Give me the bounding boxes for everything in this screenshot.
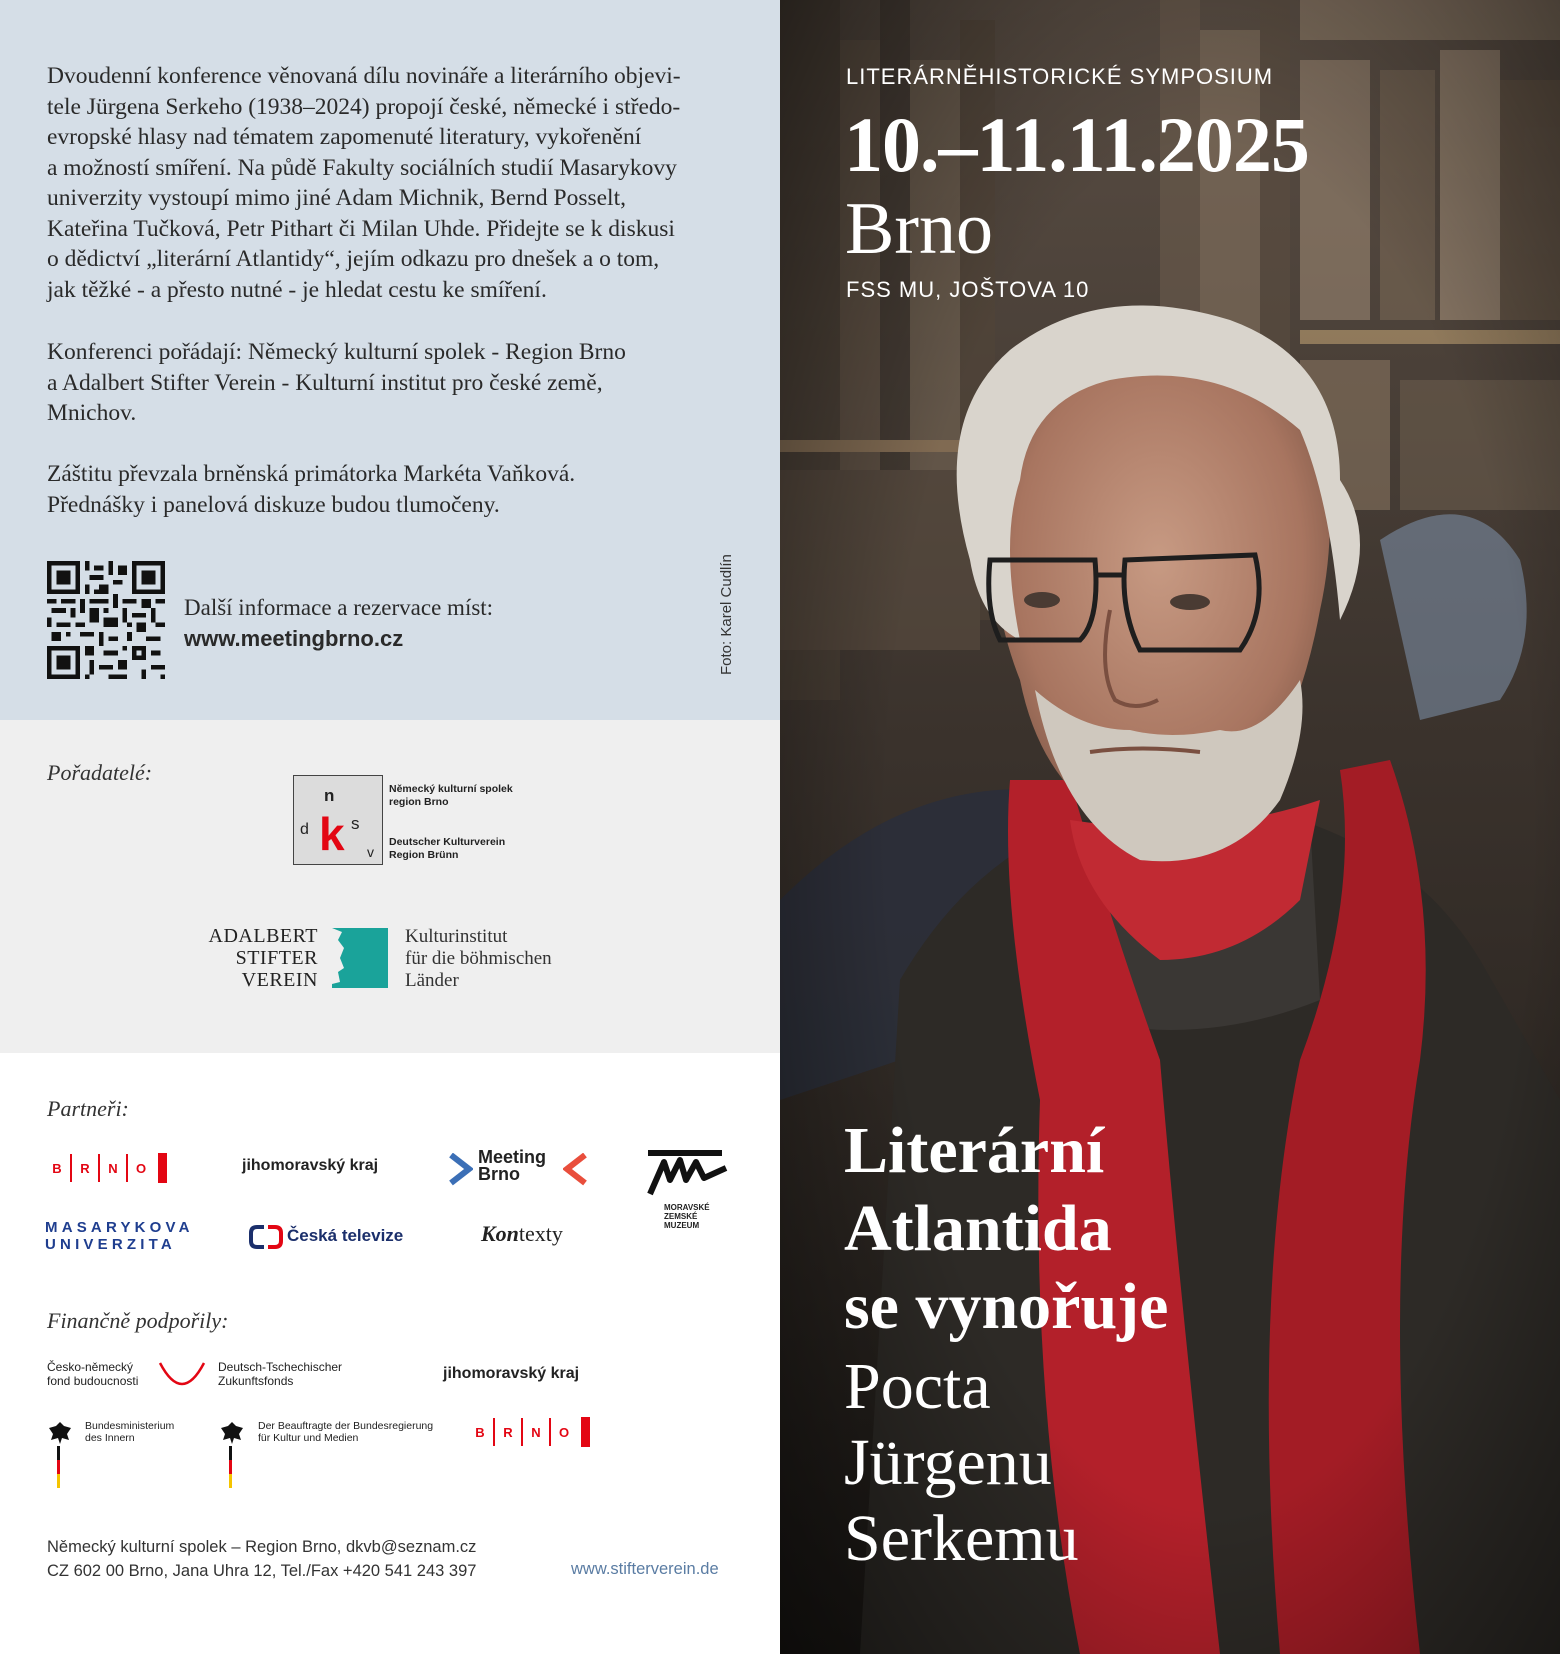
logo-letter: N [531, 1424, 541, 1440]
text-line: jak těžké - a přesto nutné - je hledat cestu ke smíření. [47, 276, 547, 303]
text-line: Německý kulturní spolek [389, 783, 513, 795]
text-line: Kateřina Tučková, Petr Pithart či Milan Uhde. Přidejte se k diskusi [47, 215, 675, 242]
title-line: Jürgenu [844, 1426, 1052, 1499]
intro-section [0, 0, 780, 720]
meeting-brno-chevron-left-icon [563, 1153, 587, 1187]
text-line: Deutscher Kulturverein [389, 836, 506, 848]
text-line: Länder [405, 970, 459, 991]
meeting-brno-chevron-icon [449, 1153, 473, 1187]
logo-letter: B [475, 1424, 485, 1440]
title-line: Serkemu [844, 1502, 1079, 1575]
logo-letter: B [52, 1160, 62, 1176]
logo-letter: O [135, 1160, 147, 1176]
text-line: ZEMSKÉ [664, 1212, 698, 1221]
text-line: VEREIN [241, 969, 318, 991]
text-line: Německý kulturní spolek – Region Brno, dkvb@seznam.cz [47, 1538, 477, 1556]
text-line: o dědictví „literární Atlantidy“, jejím odkazu pro dnešek a o tom, [47, 246, 660, 272]
asv-institute [405, 926, 552, 992]
text-line: fond budoucnosti [47, 1374, 139, 1388]
text-line: Bundesministerium [85, 1420, 175, 1432]
asv-name [170, 925, 318, 991]
text-line: für Kultur und Medien [258, 1432, 359, 1444]
logo-letter: R [503, 1424, 513, 1440]
text-line: Konferenci pořádají: Německý kulturní spolek - Region Brno [47, 339, 626, 365]
kontexty-logo [481, 1221, 563, 1247]
stifterverein-link[interactable]: www.stifterverein.de [571, 1560, 719, 1578]
title-line: Atlantida [844, 1192, 1112, 1265]
logo-letter: n [324, 786, 335, 805]
event-venue: FSS MU, JOŠTOVA 10 [846, 277, 1090, 302]
organizers-label: Pořadatelé: [47, 760, 153, 785]
text-line: MORAVSKÉ [664, 1203, 710, 1212]
text-line: für die böhmischen [405, 948, 552, 969]
federal-eagle-icon [47, 1420, 73, 1490]
event-city: Brno [845, 188, 993, 270]
text-line: STIFTER [235, 947, 318, 969]
logo-letter: N [108, 1160, 118, 1176]
event-date: 10.–11.11.2025 [844, 101, 1309, 188]
cover-panel [780, 0, 1560, 1654]
jmk-funder-logo: jihomoravský kraj [443, 1365, 580, 1382]
text-line: Přednášky i panelová diskuze budou tlumočeny. [47, 491, 500, 518]
patronage-paragraph [47, 459, 737, 520]
text-line: Zukunftsfonds [218, 1374, 294, 1388]
organizers-section [0, 720, 780, 1053]
event-title [844, 1112, 1168, 1346]
event-type: LITERÁRNĚHISTORICKÉ SYMPOSIUM [846, 64, 1274, 89]
meeting-brno-logo [478, 1149, 546, 1183]
dksv-logo [293, 775, 383, 865]
brno-funder-logo [467, 1417, 590, 1447]
text-line: Der Beauftragte der Bundesregierung [258, 1420, 434, 1432]
text-line: Dvoudenní konference věnovaná dílu novináře a literárního objevi- [47, 63, 681, 89]
contact-footer [47, 1535, 476, 1583]
text-line: UNIVERZITA [45, 1236, 176, 1253]
text-line: Brno [478, 1164, 520, 1184]
logo-letter: v [367, 844, 374, 860]
intro-paragraph [47, 61, 737, 305]
text-line: a možností smíření. Na půdě Fakulty sociálních studií Masarykovy [47, 154, 677, 181]
logo-letter: R [80, 1160, 90, 1176]
info-label: Další informace a rezervace míst: [184, 595, 494, 620]
dksv-cz-name [389, 783, 513, 809]
website-link[interactable]: www.meetingbrno.cz [184, 626, 404, 651]
fund-de-name [218, 1360, 342, 1388]
federal-eagle-icon [219, 1420, 245, 1490]
funders-label: Finančně podpořily: [47, 1308, 229, 1333]
text-line: des Innern [85, 1432, 135, 1444]
mzm-logo-icon [644, 1150, 732, 1200]
fund-cz-name [47, 1360, 138, 1388]
text-line: Kulturinstitut [405, 926, 508, 947]
mzm-logo-text [664, 1203, 710, 1230]
photo-credit: Foto: Karel Cudlín [718, 554, 735, 675]
event-dedication [844, 1349, 1079, 1577]
qr-code-icon[interactable] [47, 561, 165, 679]
text-line: MUZEUM [664, 1221, 700, 1230]
ct-logo-text: Česká televize [287, 1226, 404, 1245]
partners-label: Partneři: [47, 1096, 129, 1121]
text-line: region Brno [389, 796, 449, 808]
text-line: ADALBERT [208, 925, 318, 947]
logo-letter: d [300, 821, 309, 838]
ct-logo-icon [249, 1225, 283, 1249]
logo-part: texty [518, 1221, 563, 1246]
text-line: evropské hlasy nad tématem zapomenuté literatury, vykořenění [47, 124, 642, 150]
fund-logo-icon [156, 1361, 208, 1389]
text-line: CZ 602 00 Brno, Jana Uhra 12, Tel./Fax +420 541 243 397 [47, 1562, 477, 1580]
title-line: Pocta [844, 1350, 991, 1423]
brno-logo [44, 1153, 167, 1183]
text-line: Česko-německý [47, 1360, 134, 1374]
logo-letter: O [558, 1424, 570, 1440]
text-line: MASARYKOVA [45, 1219, 194, 1236]
bmi-name [85, 1420, 174, 1444]
logo-letter: s [351, 814, 360, 833]
logo-part: Kon [481, 1221, 519, 1246]
text-line: univerzity vystoupí mimo jiné Adam Michnik, Bernd Posselt, [47, 185, 626, 211]
muni-logo [45, 1219, 194, 1253]
bkm-name [258, 1420, 433, 1444]
text-line: Region Brünn [389, 849, 459, 861]
text-line: Záštitu převzala brněnská primátorka Markéta Vaňková. [47, 461, 576, 487]
text-line: Mnichov. [47, 400, 137, 426]
text-line: Meeting [478, 1147, 547, 1167]
logo-letter: k [319, 808, 345, 860]
dksv-de-name [389, 836, 505, 862]
text-line: tele Jürgena Serkeho (1938–2024) propojí české, německé i středo- [47, 93, 681, 120]
text-line: a Adalbert Stifter Verein - Kulturní institut pro české země, [47, 369, 603, 396]
title-line: se vynořuje [844, 1270, 1169, 1343]
text-line: Deutsch-Tschechischer [218, 1360, 343, 1374]
organizers-paragraph [47, 337, 737, 429]
jmk-logo: jihomoravský kraj [242, 1157, 379, 1174]
asv-logo-icon [330, 928, 390, 988]
title-line: Literární [844, 1114, 1105, 1187]
